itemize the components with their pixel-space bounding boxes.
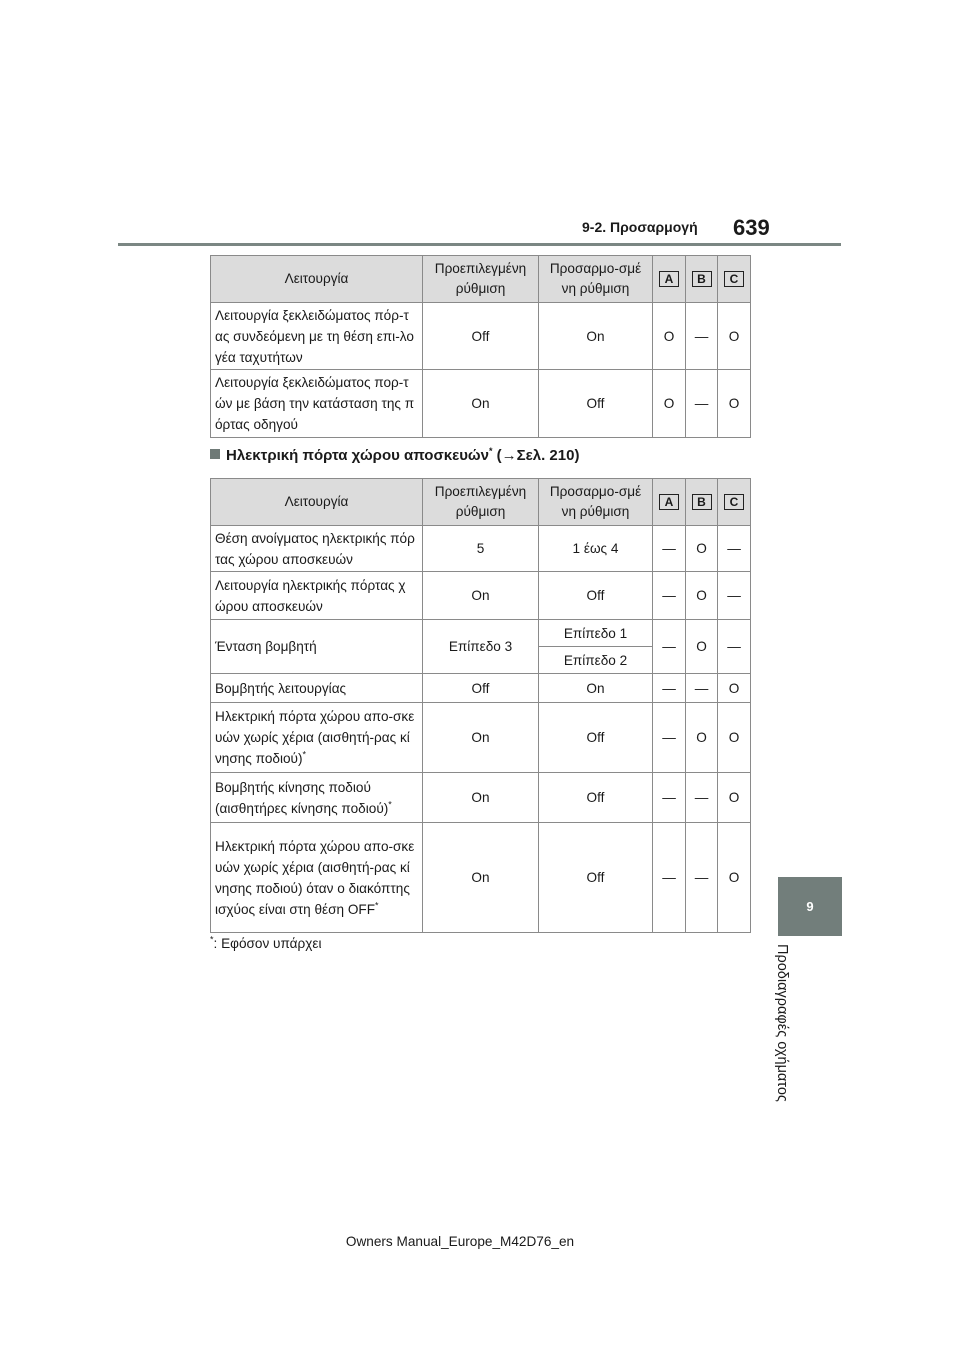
default-value: Επίπεδο 3	[423, 620, 539, 674]
default-value: 5	[423, 526, 539, 572]
mode-c-value: O	[718, 674, 751, 703]
mode-b-value: —	[686, 370, 718, 438]
mode-b-value: —	[686, 303, 718, 370]
custom-value: Επίπεδο 1	[539, 620, 653, 647]
mode-c-value: —	[718, 526, 751, 572]
custom-value: 1 έως 4	[539, 526, 653, 572]
table-row	[211, 526, 751, 572]
mode-a-value: —	[653, 572, 686, 620]
mode-c-value: —	[718, 572, 751, 620]
mode-c-value: O	[718, 703, 751, 773]
table-row	[211, 773, 751, 823]
col-function: Λειτουργία	[211, 256, 423, 303]
table-row	[211, 572, 751, 620]
footnote: *: Εφόσον υπάρχει	[210, 934, 322, 951]
default-value: On	[423, 823, 539, 933]
custom-value: Off	[539, 823, 653, 933]
col-default: Προεπιλεγμένη ρύθμιση	[423, 479, 539, 526]
mode-a-value: —	[653, 703, 686, 773]
function-name: Θέση ανοίγματος ηλεκτρικής πόρτας χώρου αποσκευών	[211, 526, 423, 572]
mode-a-value: —	[653, 773, 686, 823]
mode-b-value: —	[686, 674, 718, 703]
col-function: Λειτουργία	[211, 479, 423, 526]
mode-b-icon: B	[692, 271, 712, 287]
mode-b-value: O	[686, 526, 718, 572]
square-bullet-icon	[210, 449, 220, 459]
custom-value: On	[539, 303, 653, 370]
custom-value-alt: Επίπεδο 2	[539, 647, 653, 674]
mode-c-icon: C	[724, 494, 744, 510]
mode-a-value: O	[653, 370, 686, 438]
mode-a-icon: A	[659, 494, 679, 510]
custom-value: Off	[539, 773, 653, 823]
table-row	[211, 823, 751, 933]
default-value: On	[423, 703, 539, 773]
default-value: On	[423, 572, 539, 620]
mode-a-value: —	[653, 674, 686, 703]
default-value: Off	[423, 674, 539, 703]
mode-a-value: —	[653, 620, 686, 674]
mode-b-icon: B	[692, 494, 712, 510]
custom-value: Off	[539, 703, 653, 773]
function-name: Λειτουργία ηλεκτρικής πόρτας χώρου αποσκευών	[211, 572, 423, 620]
col-default: Προεπιλεγμένη ρύθμιση	[423, 256, 539, 303]
mode-c-value: O	[718, 823, 751, 933]
section-title: 9-2. Προσαρμογή	[582, 219, 698, 235]
default-value: Off	[423, 303, 539, 370]
function-name: Ηλεκτρική πόρτα χώρου απο-σκευών χωρίς χέρια (αισθητή-ρας κίνησης ποδιού) όταν ο διακόπτης ισχύος είναι στη θέση OFF*	[211, 823, 423, 933]
function-name: Ένταση βομβητή	[211, 620, 423, 674]
table-row	[211, 370, 751, 438]
table-row	[211, 620, 751, 647]
mode-b-value: —	[686, 823, 718, 933]
mode-a-value: —	[653, 823, 686, 933]
mode-b-value: —	[686, 773, 718, 823]
settings-table-tailgate	[210, 478, 751, 933]
default-value: On	[423, 773, 539, 823]
header-rule	[118, 243, 841, 246]
mode-a-value: —	[653, 526, 686, 572]
col-custom: Προσαρμο-σμένη ρύθμιση	[539, 256, 653, 303]
table-row	[211, 674, 751, 703]
mode-b-value: O	[686, 620, 718, 674]
mode-a-icon: A	[659, 271, 679, 287]
page-reference[interactable]: (→Σελ. 210)	[496, 447, 580, 464]
custom-value: On	[539, 674, 653, 703]
mode-a-value: O	[653, 303, 686, 370]
function-name: Λειτουργία ξεκλειδώματος πόρ-τας συνδεόμενη με τη θέση επι-λογέα ταχυτήτων	[211, 303, 423, 370]
settings-table-locks	[210, 255, 751, 438]
table-row	[211, 703, 751, 773]
mode-c-icon: C	[724, 271, 744, 287]
mode-c-value: O	[718, 773, 751, 823]
function-name: Βομβητής κίνησης ποδιού (αισθητήρες κίνησης ποδιού)*	[211, 773, 423, 823]
function-name: Βομβητής λειτουργίας	[211, 674, 423, 703]
custom-value: Off	[539, 572, 653, 620]
custom-value: Off	[539, 370, 653, 438]
page-number: 639	[733, 215, 770, 240]
mode-c-value: —	[718, 620, 751, 674]
mode-c-value: O	[718, 370, 751, 438]
function-name: Ηλεκτρική πόρτα χώρου απο-σκευών χωρίς χέρια (αισθητή-ρας κίνησης ποδιού)*	[211, 703, 423, 773]
col-custom: Προσαρμο-σμένη ρύθμιση	[539, 479, 653, 526]
footer-doc-id: Owners Manual_Europe_M42D76_en	[345, 1234, 575, 1249]
subsection-heading: Ηλεκτρική πόρτα χώρου αποσκευών* (→Σελ. 210)	[210, 447, 579, 464]
chapter-tab[interactable]: 9	[778, 877, 842, 936]
default-value: On	[423, 370, 539, 438]
function-name: Λειτουργία ξεκλειδώματος πορ-τών με βάση την κατάσταση της πόρτας οδηγού	[211, 370, 423, 438]
mode-b-value: O	[686, 703, 718, 773]
mode-b-value: O	[686, 572, 718, 620]
chapter-label: Προδιαγραφές οχήματος	[774, 944, 790, 1102]
mode-c-value: O	[718, 303, 751, 370]
table-row	[211, 303, 751, 370]
